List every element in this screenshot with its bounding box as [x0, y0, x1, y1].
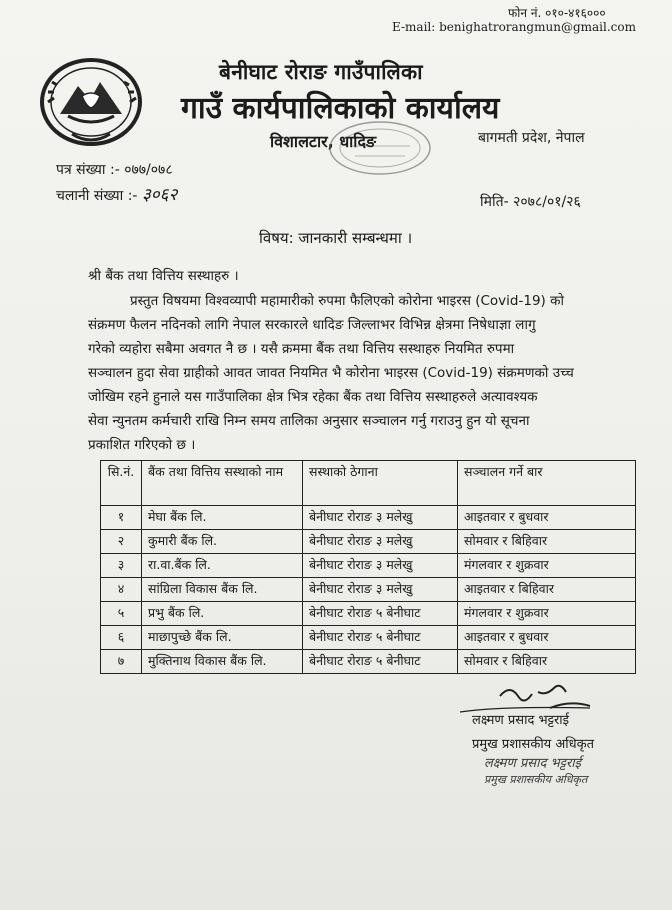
bank-schedule-table	[100, 460, 636, 674]
body-line: सञ्चालन हुदा सेवा ग्राहीको आवत जावत नियमित भै कोरोना भाइरस (Covid-19) संक्रमणको उच्च	[88, 365, 574, 381]
office-location: विशालटार, धादिङ	[270, 132, 377, 151]
days-cell: आइतवार र बिहिवार	[458, 578, 636, 602]
header-operating-days: सञ्चालन गर्ने बार	[458, 461, 636, 506]
table-row	[101, 554, 636, 578]
address-cell: बेनीघाट रोराङ ३ मलेखु	[303, 554, 458, 578]
signature-icon	[440, 678, 610, 738]
header-serial: सि.नं.	[101, 461, 142, 506]
table-row	[101, 506, 636, 530]
table-row	[101, 650, 636, 674]
body-line: संक्रमण फैलन नदिनको लागि नेपाल सरकारले धादिङ जिल्लाभर विभिन्न क्षेत्रमा निषेधाज्ञा लागु	[88, 317, 536, 333]
dispatch-number-value: ३०६२	[141, 185, 178, 205]
serial-cell: ६	[101, 626, 142, 650]
days-cell: आइतवार र बुधवार	[458, 626, 636, 650]
bank-name-cell: माछापुच्छे बैंक लि.	[142, 626, 303, 650]
email-address: E-mail: benighatrorangmun@gmail.com	[392, 20, 636, 34]
table-header-row	[101, 461, 636, 506]
bank-name-cell: मुक्तिनाथ विकास बैंक लि.	[142, 650, 303, 674]
province-name: बागमती प्रदेश, नेपाल	[478, 130, 585, 146]
body-line: प्रस्तुत विषयमा विश्वव्यापी महामारीको रुपमा फैलिएको कोरोना भाइरस (Covid-19) को	[130, 293, 564, 309]
bank-name-cell: मेघा बैंक लि.	[142, 506, 303, 530]
bank-name-cell: प्रभु बैंक लि.	[142, 602, 303, 626]
letter-number-value: ०७७/०७८	[124, 162, 173, 178]
address-cell: बेनीघाट रोराङ ३ मलेखु	[303, 530, 458, 554]
letter-date: मिति- २०७८/०१/२६	[480, 194, 581, 210]
table-row	[101, 602, 636, 626]
subject-line: विषय: जानकारी सम्बन्धमा ।	[259, 229, 413, 247]
name-stamp: लक्ष्मण प्रसाद भट्टराई	[484, 756, 582, 771]
days-cell: सोमवार र बिहिवार	[458, 650, 636, 674]
body-line: सेवा न्युनतम कर्मचारी राखि निम्न समय तालिका अनुसार सञ्चालन गर्नु गराउनु हुन यो सूचना	[88, 413, 530, 429]
bank-name-cell: कुमारी बैंक लि.	[142, 530, 303, 554]
phone-number: फोन नं. ०१०-४१६०००	[508, 6, 606, 20]
serial-cell: ४	[101, 578, 142, 602]
days-cell: आइतवार र बुधवार	[458, 506, 636, 530]
days-cell: मंगलवार र शुक्रवार	[458, 602, 636, 626]
serial-cell: २	[101, 530, 142, 554]
table-row	[101, 626, 636, 650]
body-line: प्रकाशित गरिएको छ ।	[88, 437, 196, 453]
bank-name-cell: सांग्रिला विकास बैंक लि.	[142, 578, 303, 602]
body-line: गरेको व्यहोरा सबैमा अवगत नै छ । यसै क्रममा बैंक तथा वित्तिय सस्थाहरु नियमित रुपमा	[88, 341, 515, 357]
body-line: जोखिम रहने हुनाले यस गाउँपालिका क्षेत्र भित्र रहेका बैंक तथा वित्तिय सस्थाहरुले अत्यावश्यक	[88, 389, 538, 405]
bank-name-cell: रा.वा.बैंक लि.	[142, 554, 303, 578]
header-bank-name: बैंक तथा वित्तिय सस्थाको नाम	[142, 461, 303, 506]
office-name: गाउँ कार्यपालिकाको कार्यालय	[181, 91, 500, 126]
nepal-emblem-icon	[38, 56, 144, 148]
table-row	[101, 578, 636, 602]
address-cell: बेनीघाट रोराङ ५ बेनीघाट	[303, 626, 458, 650]
serial-cell: ७	[101, 650, 142, 674]
municipality-name: बेनीघाट रोराङ गाउँपालिका	[219, 60, 423, 84]
dispatch-number	[56, 182, 177, 205]
letter-number	[56, 160, 173, 179]
table-row	[101, 530, 636, 554]
serial-cell: ३	[101, 554, 142, 578]
office-stamp-icon	[325, 118, 435, 178]
header-address: सस्थाको ठेगाना	[303, 461, 458, 506]
signatory-title: प्रमुख प्रशासकीय अधिकृत	[472, 737, 595, 752]
address-cell: बेनीघाट रोराङ ५ बेनीघाट	[303, 602, 458, 626]
salutation: श्री बैंक तथा वित्तिय सस्थाहरु ।	[88, 268, 239, 284]
serial-cell: ५	[101, 602, 142, 626]
title-stamp: प्रमुख प्रशासकीय अधिकृत	[484, 773, 588, 786]
address-cell: बेनीघाट रोराङ ३ मलेखु	[303, 578, 458, 602]
signatory-name: लक्ष्मण प्रसाद भट्टराई	[472, 713, 570, 728]
address-cell: बेनीघाट रोराङ ५ बेनीघाट	[303, 650, 458, 674]
letter-number-label: पत्र संख्या :-	[56, 162, 120, 178]
dispatch-number-label: चलानी संख्या :-	[56, 188, 138, 204]
address-cell: बेनीघाट रोराङ ३ मलेखु	[303, 506, 458, 530]
days-cell: मंगलवार र शुक्रवार	[458, 554, 636, 578]
days-cell: सोमवार र बिहिवार	[458, 530, 636, 554]
serial-cell: १	[101, 506, 142, 530]
